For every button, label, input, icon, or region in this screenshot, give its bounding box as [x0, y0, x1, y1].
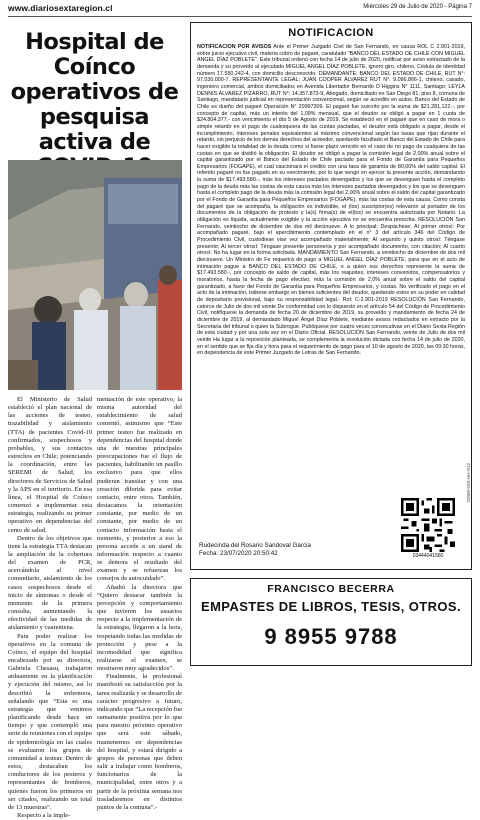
- notice-lead: NOTIFICACION POR AVISOS: [197, 44, 272, 50]
- article-column-2: [97, 396, 182, 811]
- ad-phone: 9 8955 9788: [264, 624, 398, 649]
- article-paragraph: Respecto a la imple-: [17, 811, 71, 819]
- classified-ad: [190, 578, 472, 666]
- ad-name: FRANCISCO BECERRA: [267, 583, 395, 595]
- article-paragraph: Dentro de los objetivos que tiene la estrategia TTA destacan la ampliación de la cobertura del examen de PCR, acercándola al nivel comunitario, aislamiento de los casos sospechosos desde el inicio de síntomas o desde el momento de la primera consulta, aumentando la efectividad de las medidas de aislamiento y cuarentena.: [8, 534, 92, 632]
- qr-code-icon: [401, 498, 455, 552]
- article-headline: Hospital de Coínco operativos de pesquisa activa de: [10, 29, 179, 155]
- legal-notice: [190, 22, 472, 570]
- notice-title: NOTIFICACION: [288, 27, 374, 39]
- notice-text: Ante el Primer Juzgado Civil de San Fernando, en causa ROL C 2.901-2019, sobre juicio ejecutivo civil, materia cobro de pagaré, caratulado "BANCO DEL ESTADO DE CHILE CON MIGUEL ANGEL DÍAZ POBLETE". Este tribunal ordenó con fecha 14 de julio de 2020, notificar por aviso extractado de la demanda y su proveído al ejecutado MIGUEL ANGEL DÍAZ POBLETE, ignoro giro, chileno, Cédula de identidad número 17.550.242-4, con domicilio desconocido. DEMANDANTE: BANCO DEL ESTADO DE CHILE, RUT N°: 97.030.000-7. REPRESENTANTE LEGAL: JUAN COOPER ÁLVAREZ RUT N°. 9.096.866-1, chileno, casado, ingeniero comercial, ambos domiciliados en Avenida Libertador Bernardo O´Higgins N° 1111, Santiago; LEYLA DENNIS ÁLVAREZ PIZARRO, RUT N°: 14.357.873-9, Abogado, domiciliado en San Diego 81, piso 8, comuna de Santiago, mandatario judicial en representación convencional, según se acredito en autos. Banco del Estado de Chile es dueño del pagaré Operación N° 20997309. El pagaré fue suscrito por la suma de $21.281.122.-, por concepto de capital, más un interés del 1,09% mensual, que el deudor se obligó a pagar en 1 cuota de $24.804.377.- con vencimiento el día 5 de Agosto de 2019. Se estableció en el pagaré que en caso de mora o simple retardo en el pago de cualesquiera de las cuotas pactadas, el deudor está obligado a pagar, desde el incumplimiento, intereses penales equivalentes al máximo convencional según las tasas que rijan durante el retardo, sin perjuicio de los demás derechos del acreedor, quedando facultado el Banco del Estado de Chile para hacer exigible la totalidad de la deuda como si fuese plazo vencido en el caso de no pago de cualquiera de las cuotas en que se dividió la obligación. El deudor se obligó a pagar la comisión legal de 2,00% anual sobre el capital garantizado por el Banco del Estado de Chile pactado para el Fondo de Garantía para Pequeños Empresarios (FOGAPE), el cual caucionará el crédito con una tasa de garantía de 80,00% del saldo capital. El referido pagaré no fue pagado en su vencimiento, por lo que vengo en ejercer la presente acción, demandando la suma de $17.493.580.-, más los intereses pactados devengados y los que se devenguen hasta el completo pago de la deuda más las costas de esta causa más los intereses pactados devengados y los que se devenguen hasta el completo pago de la deuda más la comisión legal del 2.00% anual sobre el saldo del capital garantizado por el Fondo de Garantía para Pequeños Empresarios (FOGAPE), más las costas de esta causa. Como consta del pagaré que se acompaña, la obligación es indivisible, el (los) suscriptor(es) relevaron al portador de los documentos de la obligación de protesto y la(s) firma(s) de el(los) se encuentra autorizada por Notario. La obligación es líquida, actualmente exigible y la acción ejecutiva no se encuentra prescrita. RESOLUCIÓN San Fernando, veintiocho de diciembre de dos mil diecinueve. A lo principal: Despáchese; Al primer otrosí: Por acompañado pagaré, bajo el apercibimiento contemplado en el n° 3 del artículo 346 del Código de Procedimiento Civil, custodiese vise vez acompañado materialmente; Al segundo y quinto otrosí: Téngase presente; Al tercer otrosí: Téngase presente personería y por acompañado documento, con citación; Al cuarto otrosí: No ha lugar en la forma solicitada. MANDAMIENTO San Fernando, a veintiocho de diciembre de dos mil diecinueve. Un Ministro de Fe requerirá de pago a MIGUEL ANGEL DÍAZ POBLETE, para que en el acto de intimación pague a BANCO DEL ESTADO DE CHILE, o a quien sus derechos represente la suma de $17.493.580.-, por concepto de saldo de capital, más los reajustes, intereses convenidos, compensatorios y moratorios, hasta la fecha de pago efectivo, más la comisión de 2,0% anual sobre el saldo del capital garantizado, a favor del Fondo de Garantía para Pequeños Empresarios, y costas. No verificado el pago en el acto de la intimación, trábese embargo en bienes suficientes del deudor, quedando estos en su poder en calidad de depositario provisional, bajo su responsabilidad legal.- Rol: C-2.901-2019 RESOLUCIÓN San Fernando, catorce de Julio de dos mil veinte De conformidad con lo dispuesto en el artículo 54 del Código de Procedimiento Civil, notifíquese la demanda de fecha 20 de diciembre de 2019, su proveído y mandamiento de fecha 24 de diciembre de 2019, al demandado Miguel Ángel Díaz Poblete, mediante avisos redactados en extracto por la Secretaria del tribunal o quien la Subrogue. Publíquese por cuatro veces consecutivas en el Diario Sexta Región de esta ciudad y por una sola vez en el Diario Oficial. RESOLUCIÓN San Fernando, veinte de Julio de dos mil veinte Ha lugar a la reposición planteada, se complementa la resolución dictada con fecha 14 de julio de 2020, en el sentido que se fija día y hora para el requerimiento de pago para el 10 de agosto de 2020, las 09:30 horas, en dependencia de este Primer Juzgado de Letras de San Fernando.: [197, 44, 465, 357]
- qr-number: 03444041560: [412, 553, 444, 559]
- article-photo: [8, 160, 182, 390]
- page-header: [8, 2, 472, 17]
- page-dateline: Miércoles 29 de Julio de 2020 - Página 7: [363, 4, 472, 10]
- article-paragraph: Añadió la directora que “Quiero destacar también la percepción y comportamiento que tuvieron los usuarios respecto a la implementación de la estrategia, llegaron a la hora, respetando todas las medidas de protección y pese a la incomodidad que significa realizarse el examen, se mostraron muy agradecidos”.: [97, 583, 182, 673]
- notice-side-code: 22000-03S-HH-S12: [466, 463, 471, 503]
- article-paragraph: mentación de este operativo, la misma autoridad del establecimiento de salud comentó, asimismo que “Este primer testeo fue realizado en dependencias del hospital donde una de nuestras principales preocupaciones fue el flujo de pacientes, habilitando un pasillo exclusivo para que ellos pudieran transitar y con una creación diferida para evitar contacto, entre otros. También, destacamos la orientación constante, por medio de un constante, por medio de un contacto información hasta el momento, y posterior a eso la persona accede a un stand de información respecto a cuanto se demora el resultado del examen y se refuerzan los consejos de autocuidado”.: [97, 396, 182, 583]
- notice-signature: [199, 542, 311, 558]
- notice-body: [197, 44, 465, 448]
- site-url: www.diariosextaregion.cl: [8, 3, 113, 13]
- sign-date: Fecha: 23/07/2020 20:50:42: [199, 550, 278, 557]
- ad-service: EMPASTES DE LIBROS, TESIS, OTROS.: [201, 599, 461, 614]
- article-column-1: [8, 396, 92, 819]
- article-paragraph: Finalmente, la profesional manifestó su satisfacción por la tarea realizada y se desarrollo de carácter progresivo a futuro, indicando que “La recepción fue sumamente positiva por lo que para nuestro próximo operativo que será este sábado, mantenemos en dependencias del hospital, y estará dirigido a grupos de personas que deben salir a trabajar como bomberos, funcionarios de la municipalidad, entre otros y a partir de la próxima semana nos trasladaremos en distintos puntos de la comuna”.-: [97, 673, 182, 811]
- article-paragraph: El Ministerio de Salud estableció el plan nacional de las acciones de testeo, trazabilidad y aislamiento (TTA) de pacientes Covid-19 confirmados, sospechosos y probables, y sus contactos estrechos en Chile; potenciando la coordinación, entre las SEREMI de Salud, los directores de Servicios de Salud y la APS en el territorio. En esa línea, el Hospital de Coínco comenzó a implementar esta estrategia, realizando su primer operativo en dependencias del cento de salud.: [8, 396, 92, 534]
- signer-name: Rudecinda del Rosario Sandoval Garcia: [199, 542, 312, 549]
- article-paragraph: Para poder realizar los operativos en la comuna de Coínco, el equipo del hospital encabezado por su directora, Gabriela Chesasu, trabajaron arduamente en la planificación y ejecución del mismo, así lo describió la enfermera, señalando que “Esta es una estrategia que venimos planificando desde hace un tiempo y que contempló una serie de reuniones con el equipo de epidemiología en las cuales se evaluaron los grupos de comunidad a testear. Dentro de estos, destacaban los conductores de los pesteros y representantes de bomberos, quienes fueron los primeros en ser citados, realizando un total de 13 muestras”.: [8, 632, 92, 811]
